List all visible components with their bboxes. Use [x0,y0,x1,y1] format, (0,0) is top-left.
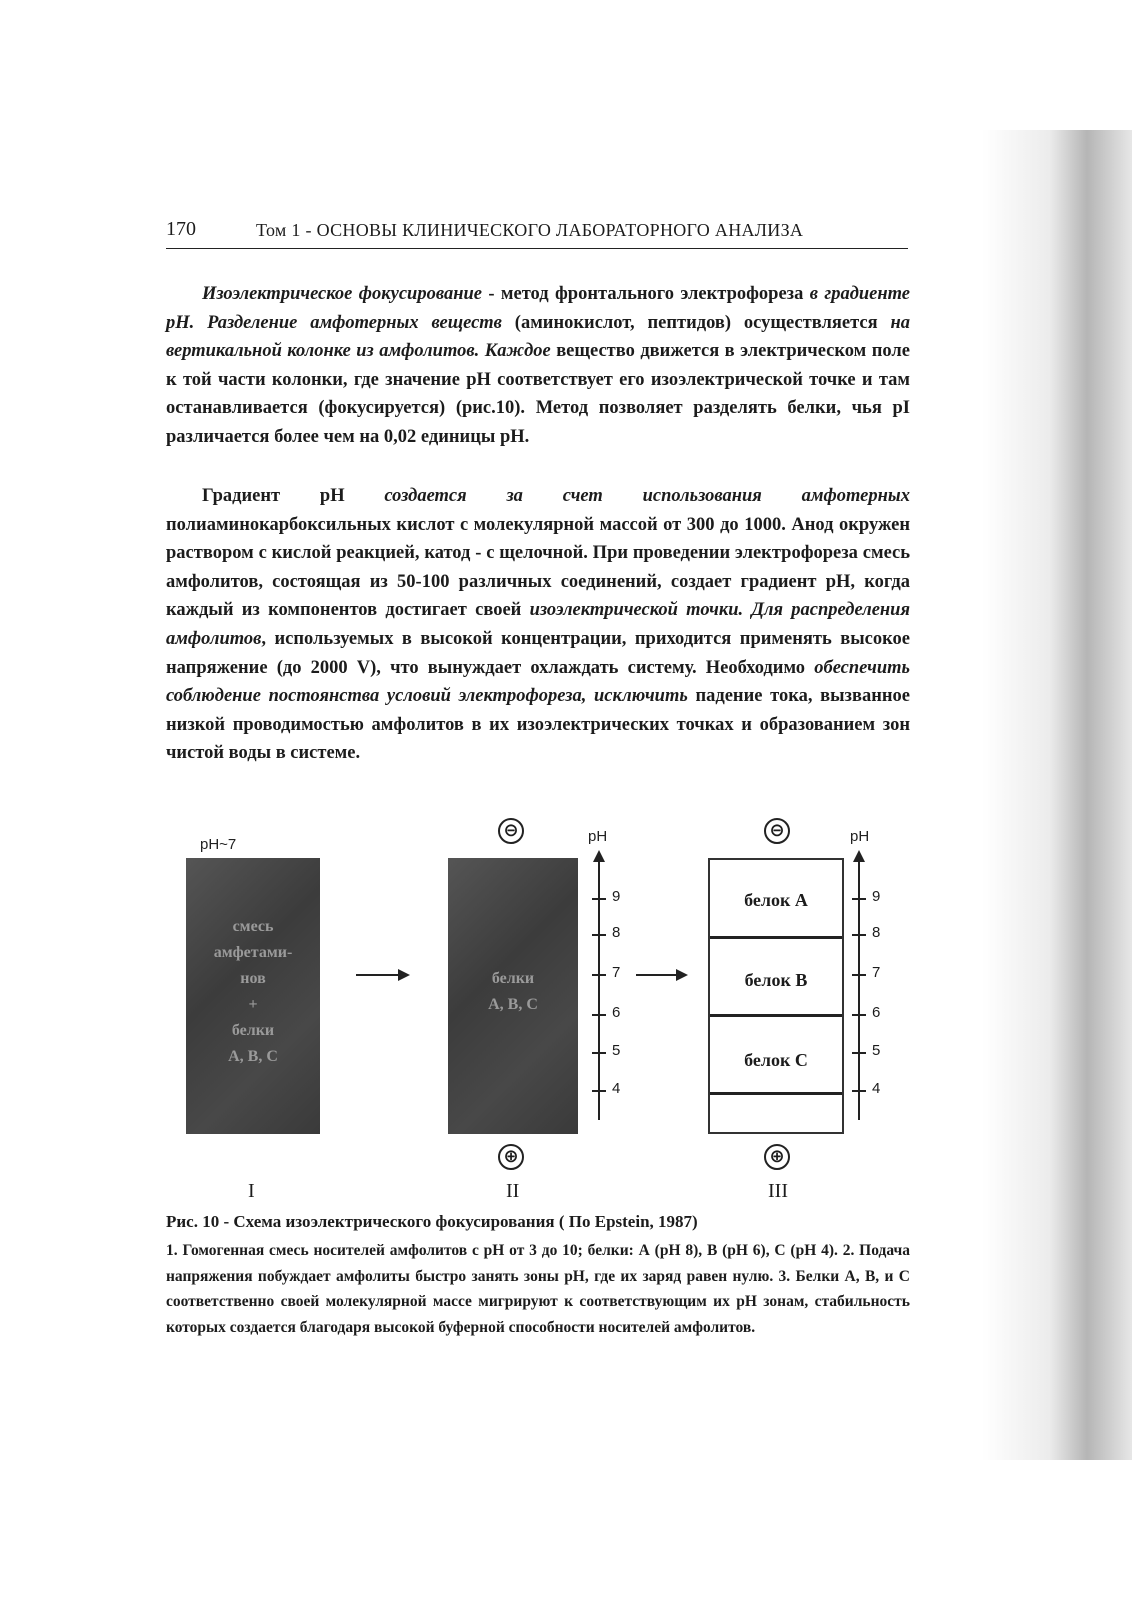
paragraph-2: Градиент pH создается за счет использования амфотерных полиаминокарбоксильных кислот с молекулярной массой от 300 до 1000. Анод окружен раствором с кислой реакцией, катод - с щелочной. При проведении электрофореза смесь амфолитов, состоящая из 50-100 различных соединений, создает градиент pH, когда каждый из компонентов достигает своей изоэлектрической точки. Для распределения амфолитов, используемых в высокой концентрации, приходится применять высокое напряжение (до 2000 V), что вынуждает охлаждать систему. Необходимо обеспечить соблюдение постоянства условий электрофореза, исключить падение тока, вызванное низкой проводимостью амфолитов в их изоэлектрических точках и образованием зон чистой воды в системе. [166,486,911,764]
protein-b-band [710,1014,842,1017]
protein-c-band [710,1092,842,1095]
running-title: Том 1 - ОСНОВЫ КЛИНИЧЕСКОГО ЛАБОРАТОРНОГО АНАЛИЗА [256,220,804,240]
column-2-label: белки A, B, C [488,970,538,1013]
protein-b-label: белок В [744,970,808,990]
binding-shadow [982,130,1132,1460]
arrow-i-to-ii [356,974,408,976]
axis-3-label: pH [850,828,870,845]
page-header [166,214,908,249]
arrow-ii-to-iii [636,974,686,976]
protein-c-label: белок С [744,1050,808,1070]
axis-2-arrow-icon [593,850,605,862]
column-3-separated [708,858,844,1134]
cathode-icon: ⊖ [498,818,524,844]
anode-icon: ⊕ [764,1144,790,1170]
paragraph-1: Изоэлектрическое фокусирование - метод фронтального электрофореза в градиенте pH. Разделение амфотерных веществ (аминокислот, пептидов) осуществляется на вертикальной колонке из амфолитов. Каждое вещество движется в электрическом поле к той части колонки, где значение pH соответствует его изоэлектрической точке и там останавливается (фокусируется) (рис.10). Метод позволяет разделять белки, чья pI различается более чем на 0,02 единицы pH. [166,284,911,447]
cathode-icon: ⊖ [764,818,790,844]
anode-icon: ⊕ [498,1144,524,1170]
term-isoelectric-focusing: Изоэлектрическое фокусирование [202,284,482,304]
panel-label-ii: II [506,1180,520,1202]
axis-2-label: pH [588,828,608,845]
ph-initial-label: pH~7 [200,836,237,853]
column-1-label: смесь амфетами- нов + белки A, B, C [213,918,293,1065]
page-number: 170 [166,218,196,240]
figure-caption-title: Рис. 10 - Схема изоэлектрического фокусирования ( По Epstein, 1987) [166,1212,698,1231]
axis-3-arrow-icon [853,850,865,862]
panel-label-i: I [248,1180,255,1202]
figure-caption-text: 1. Гомогенная смесь носителей амфолитов с pH от 3 до 10; белки: А (pH 8), В (pH 6), С (pH 4). 2. Подача напряжения побуждает амфолиты быстро занять зоны pH, где их заряд равен нулю. 3. Белки А, В, и С соответственно своей молекулярной массе мигрируют к соответствующим их pH зонам, стабильность которых создается благодаря высокой буферной способности носителей амфолитов. [166,1242,910,1336]
figure-10-diagram: pH~7 смесь амфетами- нов + белки A, B, C ⊖ белки A, B, C pH 9 8 7 6 5 4 ⊕ ⊖ белок А белок В белок С pH 9 8 7 6 5 4 ⊕ I II III [160,816,920,1206]
protein-a-label: белок А [744,890,808,910]
panel-label-iii: III [768,1180,788,1202]
protein-a-band [710,936,842,939]
